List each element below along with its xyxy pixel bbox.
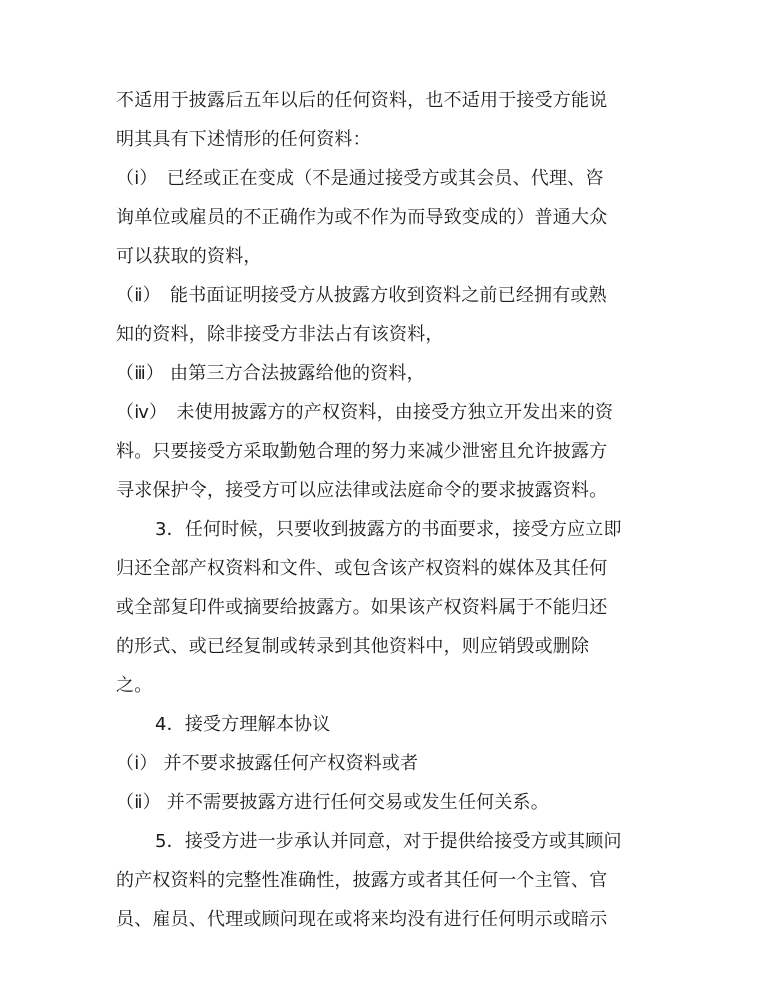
text-line: 的形式、或已经复制或转录到其他资料中，则应销毁或删除 <box>116 636 590 657</box>
text-line: 员、雇员、代理或顾问现在或将来均没有进行任何明示或暗示 <box>116 909 608 930</box>
text-line: （ⅱ） 能书面证明接受方从披露方收到资料之前已经拥有或熟 <box>116 285 607 306</box>
text-line: 之。 <box>116 675 153 696</box>
text-line: 知的资料，除非接受方非法占有该资料， <box>116 324 444 345</box>
section-3-heading-line: 3．任何时候，只要收到披露方的书面要求，接受方应立即 <box>155 519 622 540</box>
text-line: 归还全部产权资料和文件、或包含该产权资料的媒体及其任何 <box>116 558 608 579</box>
text-line: 不适用于披露后五年以后的任何资料，也不适用于接受方能说 <box>116 90 608 111</box>
text-line: 料。只要接受方采取勤勉合理的努力来减少泄密且允许披露方 <box>116 441 608 462</box>
text-line: （ⅱ） 并不需要披露方进行任何交易或发生任何关系。 <box>116 792 549 813</box>
text-line: 询单位或雇员的不正确作为或不作为而导致变成的）普通大众 <box>116 207 608 228</box>
text-line: 寻求保护令，接受方可以应法律或法庭命令的要求披露资料。 <box>116 480 608 501</box>
text-line: 的产权资料的完整性准确性，披露方或者其任何一个主管、官 <box>116 870 608 891</box>
text-line: （ⅰ） 已经或正在变成（不是通过接受方或其会员、代理、咨 <box>116 168 604 189</box>
section-4-heading-line: 4．接受方理解本协议 <box>155 714 331 735</box>
section-5-heading-line: 5．接受方进一步承认并同意，对于提供给接受方或其顾问 <box>155 831 622 852</box>
text-line: （ⅲ） 由第三方合法披露给他的资料， <box>116 363 425 384</box>
text-line: 可以获取的资料， <box>116 246 262 267</box>
text-line: 或全部复印件或摘要给披露方。如果该产权资料属于不能归还 <box>116 597 608 618</box>
text-line: （ⅳ） 未使用披露方的产权资料，由接受方独立开发出来的资 <box>116 402 614 423</box>
text-line: （ⅰ） 并不要求披露任何产权资料或者 <box>116 753 419 774</box>
text-line: 明其具有下述情形的任何资料： <box>116 129 371 150</box>
